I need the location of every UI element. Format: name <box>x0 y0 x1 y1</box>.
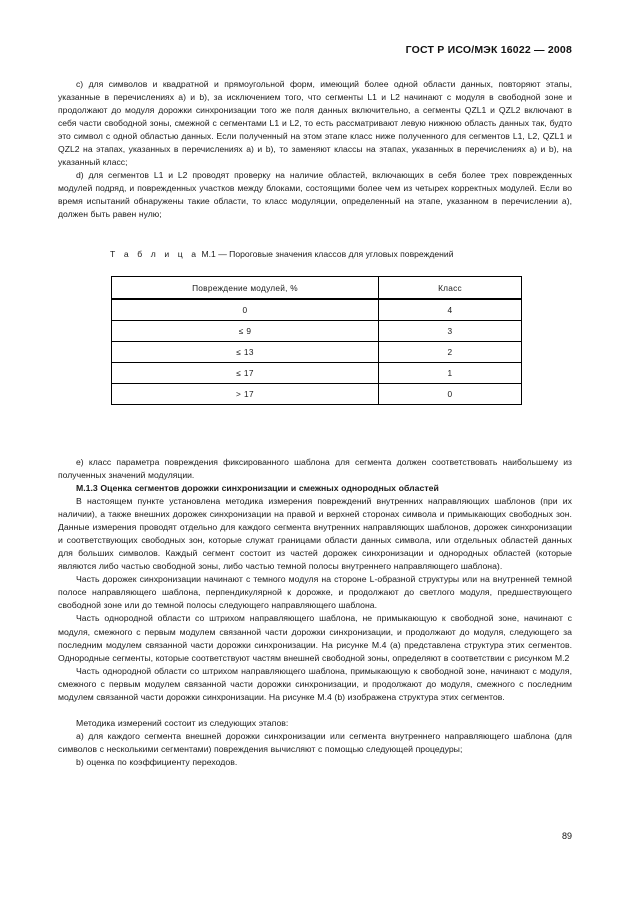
table-header-row <box>112 277 522 300</box>
section-heading-m13: М.1.3 Оценка сегментов дорожки синхронизации и смежных однородных областей <box>76 483 439 493</box>
table-caption-prefix: Т а б л и ц а <box>110 249 200 259</box>
cell-damage: 0 <box>112 300 379 321</box>
paragraph-spacer <box>58 704 572 717</box>
paragraph-e: e) класс параметра повреждения фиксированного шаблона для сегмента должен соответствовать наибольшему из полученных значений модуляции. <box>58 457 572 480</box>
page-number: 89 <box>561 831 572 841</box>
table-caption <box>110 249 454 259</box>
table-m1 <box>111 276 522 405</box>
cell-damage: ≤ 17 <box>112 363 379 384</box>
cell-class: 2 <box>379 342 522 363</box>
cell-class: 4 <box>379 300 522 321</box>
cell-damage: > 17 <box>112 384 379 405</box>
cell-class: 1 <box>379 363 522 384</box>
table-caption-rest: М.1 — Пороговые значения классов для угловых повреждений <box>199 249 454 259</box>
table-row <box>112 342 522 363</box>
column-header-damage: Повреждение модулей, % <box>112 277 379 300</box>
table-row <box>112 363 522 384</box>
paragraph-intro: В настоящем пункте установлена методика измерения повреждений внутренних направляющих шаблонов (при их наличии), а также внешних дорожек синхронизации на правой и верхней сторонах символа и примыкающих свободных зон. Данные измерения проводят отдельно для каждого сегмента внутренних направляющих шаблонов, дорожек синхронизации и соответствующих свободных зон, которые служат границами области данных символа, или отдельных областей данных для больших символов. Каждый сегмент состоит из частей дорожек синхронизации и однородных областей (которые являются либо частью свободной зоны, либо частью темной полосы внутреннего направляющего шаблона). <box>58 496 572 572</box>
paragraph-step-b: b) оценка по коэффициенту переходов. <box>76 756 238 767</box>
paragraph-uniform-region-1: Часть однородной области со штрихом направляющего шаблона, не примыкающую к свободной зоне, начинают с модуля, смежного с первым модулем связанной части дорожки синхронизации, и продолжают до модуля, следующего за последним модулем связанной части дорожки синхронизации. На рисунке М.4 (a) представлена структура этих сегментов. Однородные сегменты, которые соответствуют частям внешней свободной зоны, определяют в соответствии с рисунком М.2 <box>58 613 572 663</box>
page-header: ГОСТ Р ИСО/МЭК 16022 — 2008 <box>405 44 572 56</box>
paragraph-step-a: a) для каждого сегмента внешней дорожки синхронизации или сегмента внутреннего направляющего шаблона (для символов с несколькими сегментами) повреждения вычисляют с помощью следующей процедуры; <box>58 730 572 754</box>
cell-damage: ≤ 13 <box>112 342 379 363</box>
column-header-class: Класс <box>379 277 522 300</box>
paragraph-sync-track: Часть дорожек синхронизации начинают с темного модуля на стороне L-образной структуры или на внутренней темной полосе направляющего шаблона, перпендикулярной к дорожке, и продолжают до светлого модуля, предшествующего свободной зоне или до темной полосы следующего направляющего шаблона. <box>58 574 572 611</box>
paragraph-c: c) для символов и квадратной и прямоугольной форм, имеющий более одной области данных, повторяют этапы, указанные в перечислениях a) и b), за исключением того, что сегменты L1 и L2 начинают с модуля в свободной зоне и продолжают до модуля дорожки синхронизации того же поля данных включительно, а сегменты QZL1 и QZL2 включают в себя части свободной зоны, смежной с сегментами L1 и L2, то есть рассматривают левую нижнюю область данных так, будто это символ с одной областью данных. Если полученный на этом этапе класс ниже полученного для сегментов L1, L2, QZL1 и QZL2 на этапах, указанных в перечислениях a) и b), то заменяют классы на этапах, указанных в перечислениях a) и b), на указанный класс; <box>58 79 572 167</box>
paragraph-uniform-region-2: Часть однородной области со штрихом направляющего шаблона, примыкающую к свободной зоне, начинают с модуля, смежного с первым модулем связанной части дорожки синхронизации, и продолжают до модуля, смежного с последним модулем связанной части дорожки синхронизации. На рисунке М.4 (b) изображена структура этих сегментов. <box>58 665 572 702</box>
paragraph-method-intro: Методика измерений состоит из следующих этапов: <box>76 717 289 728</box>
cell-class: 3 <box>379 321 522 342</box>
cell-class: 0 <box>379 384 522 405</box>
table-row <box>112 321 522 342</box>
cell-damage: ≤ 9 <box>112 321 379 342</box>
table-row <box>112 384 522 405</box>
paragraph-d: d) для сегментов L1 и L2 проводят проверку на наличие областей, включающих в себя более трех поврежденных модулей подряд, и поврежденных участков между блоками, состоящими более чем из четырех корректных модулей. Если во время испытаний обнаружены такие области, то класс модуляции, определенный на этапе, указанном в перечислении a), должен быть равен нулю; <box>58 170 572 219</box>
bottom-text-block <box>58 456 572 769</box>
table-row <box>112 300 522 321</box>
top-text-block <box>58 78 572 221</box>
